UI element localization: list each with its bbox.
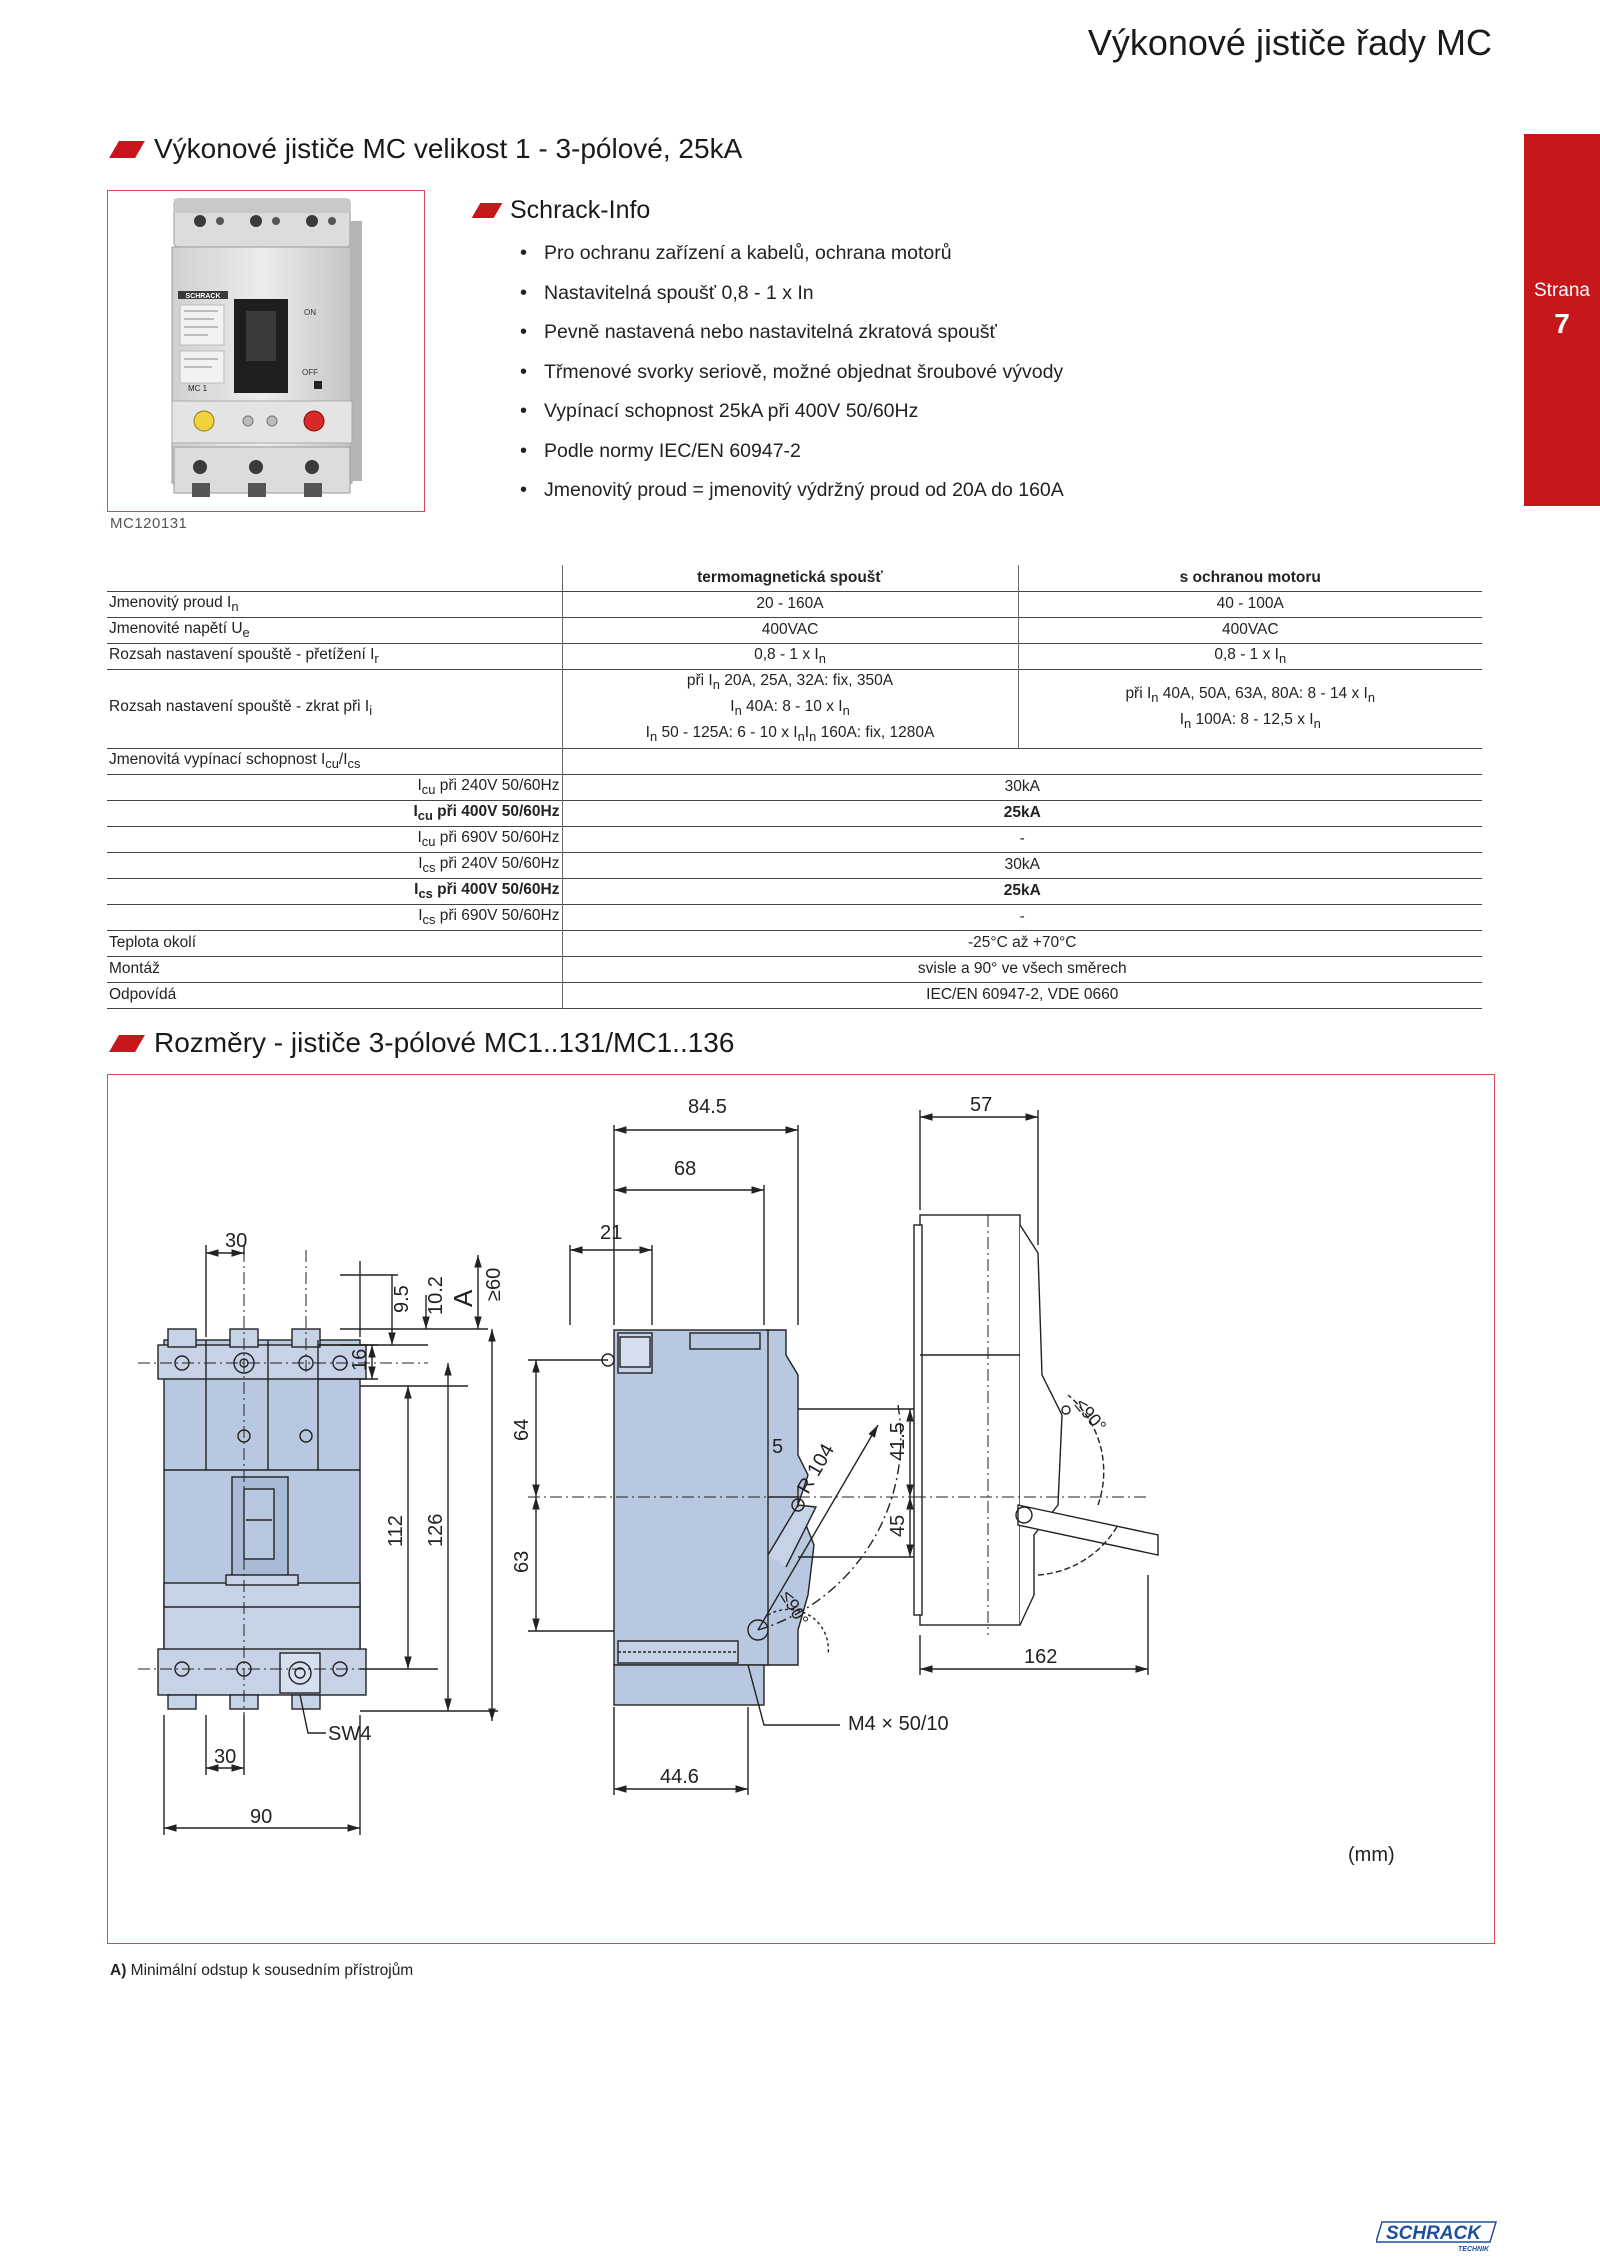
cell-value: -	[562, 826, 1482, 852]
section-title-text: Výkonové jističe MC velikost 1 - 3-pólové, 25kA	[154, 133, 743, 164]
dim-63: 63	[511, 1550, 533, 1573]
schrack-logo	[1376, 2218, 1500, 2259]
cell-value: 25kA	[562, 878, 1482, 904]
cell-value: -	[562, 904, 1482, 930]
device-brand-label: SCHRACK	[185, 293, 221, 300]
row-label: Rozsah nastavení spouště - přetížení $I_r$	[109, 645, 379, 667]
cell-value: při $I_n$ 20A, 25A, 32A: fix, 350A $I_n$ 40A: 8 - 10 x $I_n$ $I_n$ 50 - 125A: 6 - 10 x $I_nI_n$ 160A: fix, 1280A	[562, 669, 1018, 748]
logo-name: SCHRACK	[1386, 2223, 1481, 2244]
cell-value: svisle a 90° ve všech směrech	[562, 956, 1482, 982]
top-view	[914, 1110, 1158, 1675]
row-label: Montáž	[109, 960, 160, 978]
row-label: $I_{cs}$ při 240V 50/60Hz	[418, 855, 560, 876]
dim-10-2: 10.2	[425, 1276, 447, 1315]
row-label: Jmenovité napětí $U_e$	[109, 619, 250, 641]
row-label: $I_{cu}$ při 240V 50/60Hz	[417, 777, 560, 798]
page-title: Výkonové jističe řady MC	[1087, 22, 1492, 63]
table-row	[107, 982, 1482, 1008]
cell-value: při $I_n$ 40A, 50A, 63A, 80A: 8 - 14 x $I_n$ $I_n$ 100A: 8 - 12,5 x $I_n$	[1018, 669, 1482, 748]
footnote-text: Minimální odstup k sousedním přístrojům	[126, 1962, 414, 1979]
table-row	[107, 930, 1482, 956]
dim-9-5: 9.5	[391, 1285, 413, 1313]
dim-r104: R 104	[793, 1440, 840, 1498]
device-model-label: MC 1	[188, 384, 208, 393]
dim-64: 64	[511, 1418, 533, 1441]
unit-label: (mm)	[1348, 1844, 1395, 1866]
cell-value: 30kA	[562, 852, 1482, 878]
side-view	[528, 1125, 918, 1795]
dim-5: 5	[772, 1436, 784, 1458]
info-item: • Jmenovitý proud = jmenovitý výdržný proud od 20A do 160A	[520, 475, 1064, 515]
side-tab-number: 7	[1554, 308, 1570, 339]
row-label: Jmenovitá vypínací schopnost $I_{cu}/I_{cs}$	[109, 751, 361, 772]
row-label: $I_{cs}$ při 400V 50/60Hz	[414, 881, 560, 902]
dim-41-5: 41.5	[887, 1422, 909, 1461]
table-header-row	[107, 565, 1482, 591]
table-row	[107, 748, 1482, 774]
on-label: ON	[304, 308, 316, 317]
col-header-motor: s ochranou motoru	[1018, 565, 1482, 591]
table-row	[107, 591, 1482, 617]
dim-112: 112	[385, 1515, 407, 1547]
side-page-tab	[1524, 134, 1600, 506]
red-marker-icon	[109, 141, 145, 158]
section-title-dimensions	[108, 1027, 734, 1059]
info-list	[520, 238, 1064, 515]
cell-value: 400VAC	[562, 617, 1018, 643]
circuit-breaker-illustration	[108, 191, 424, 511]
cell-value: 25kA	[562, 800, 1482, 826]
info-item: • Podle normy IEC/EN 60947-2	[520, 436, 1064, 476]
spec-table	[107, 565, 1482, 1009]
info-title-text: Schrack-Info	[510, 196, 651, 224]
table-row	[107, 669, 1482, 748]
red-marker-icon	[109, 1035, 145, 1052]
info-item: • Pro ochranu zařízení a kabelů, ochrana motorů	[520, 238, 1064, 278]
info-item: • Vypínací schopnost 25kA při 400V 50/60Hz	[520, 396, 1064, 436]
dimension-drawing	[108, 1075, 1494, 1943]
dim-60: ≥60	[483, 1267, 505, 1301]
product-photo-frame	[107, 190, 425, 512]
row-label: $I_{cu}$ při 400V 50/60Hz	[413, 803, 560, 824]
dim-21: 21	[600, 1222, 623, 1244]
dim-angle-90-top: ≤90°	[1070, 1394, 1111, 1436]
dim-84-5: 84.5	[688, 1096, 727, 1118]
info-title	[470, 196, 650, 225]
dim-a: A	[448, 1289, 478, 1307]
info-item: • Nastavitelná spoušť 0,8 - 1 x In	[520, 278, 1064, 318]
dim-90: 90	[250, 1806, 273, 1828]
dim-m4: M4 × 50/10	[848, 1713, 949, 1735]
footnote-letter: A)	[110, 1962, 127, 1979]
table-row	[107, 617, 1482, 643]
dimension-drawing-frame	[107, 1074, 1495, 1944]
side-tab-label: Strana	[1534, 280, 1590, 301]
table-row	[107, 643, 1482, 669]
table-row	[107, 904, 1482, 930]
product-code: MC120131	[110, 515, 188, 532]
cell-value: IEC/EN 60947-2, VDE 0660	[562, 982, 1482, 1008]
dim-57: 57	[970, 1094, 993, 1116]
col-header-thermomagnetic: termomagnetická spoušť	[562, 565, 1018, 591]
row-label: Odpovídá	[109, 986, 177, 1004]
dim-45: 45	[887, 1514, 909, 1537]
section-title-text: Rozměry - jističe 3-pólové MC1..131/MC1..136	[154, 1027, 735, 1058]
cell-value: 400VAC	[1018, 617, 1482, 643]
info-item: • Pevně nastavená nebo nastavitelná zkratová spoušť	[520, 317, 1064, 357]
dim-44-6: 44.6	[660, 1766, 699, 1788]
table-row	[107, 774, 1482, 800]
table-row	[107, 956, 1482, 982]
dim-162: 162	[1024, 1646, 1058, 1668]
table-row	[107, 800, 1482, 826]
row-label: $I_{cs}$ při 690V 50/60Hz	[418, 907, 560, 928]
dim-sw4: SW4	[328, 1723, 372, 1745]
cell-value: 0,8 - 1 x $I_n$	[562, 643, 1018, 669]
row-label: Rozsah nastavení spouště - zkrat při $I_i$	[109, 697, 373, 718]
row-label: Teplota okolí	[109, 934, 197, 952]
off-label: OFF	[302, 368, 318, 377]
info-item: • Třmenové svorky seriově, možné objednat šroubové vývody	[520, 357, 1064, 397]
dim-16: 16	[349, 1348, 371, 1371]
row-label: Jmenovitý proud $I_n$	[109, 593, 239, 615]
cell-value: 30kA	[562, 774, 1482, 800]
cell-value: 0,8 - 1 x $I_n$	[1018, 643, 1482, 669]
dim-30-bottom: 30	[214, 1746, 237, 1768]
table-row	[107, 878, 1482, 904]
logo-sub: TECHNIK	[1458, 2246, 1490, 2253]
dim-angle-90: ≤90°	[776, 1587, 813, 1630]
table-row	[107, 852, 1482, 878]
row-label: $I_{cu}$ při 690V 50/60Hz	[417, 829, 560, 850]
section-title-breakers	[108, 133, 742, 165]
cell-value: -25°C až +70°C	[562, 930, 1482, 956]
cell-value: 20 - 160A	[562, 591, 1018, 617]
cell-value: 40 - 100A	[1018, 591, 1482, 617]
table-row	[107, 826, 1482, 852]
red-marker-icon	[472, 203, 503, 218]
dim-68: 68	[674, 1158, 697, 1180]
dim-126: 126	[425, 1513, 447, 1547]
footnote	[110, 1962, 413, 1980]
dim-30-top: 30	[225, 1230, 248, 1252]
